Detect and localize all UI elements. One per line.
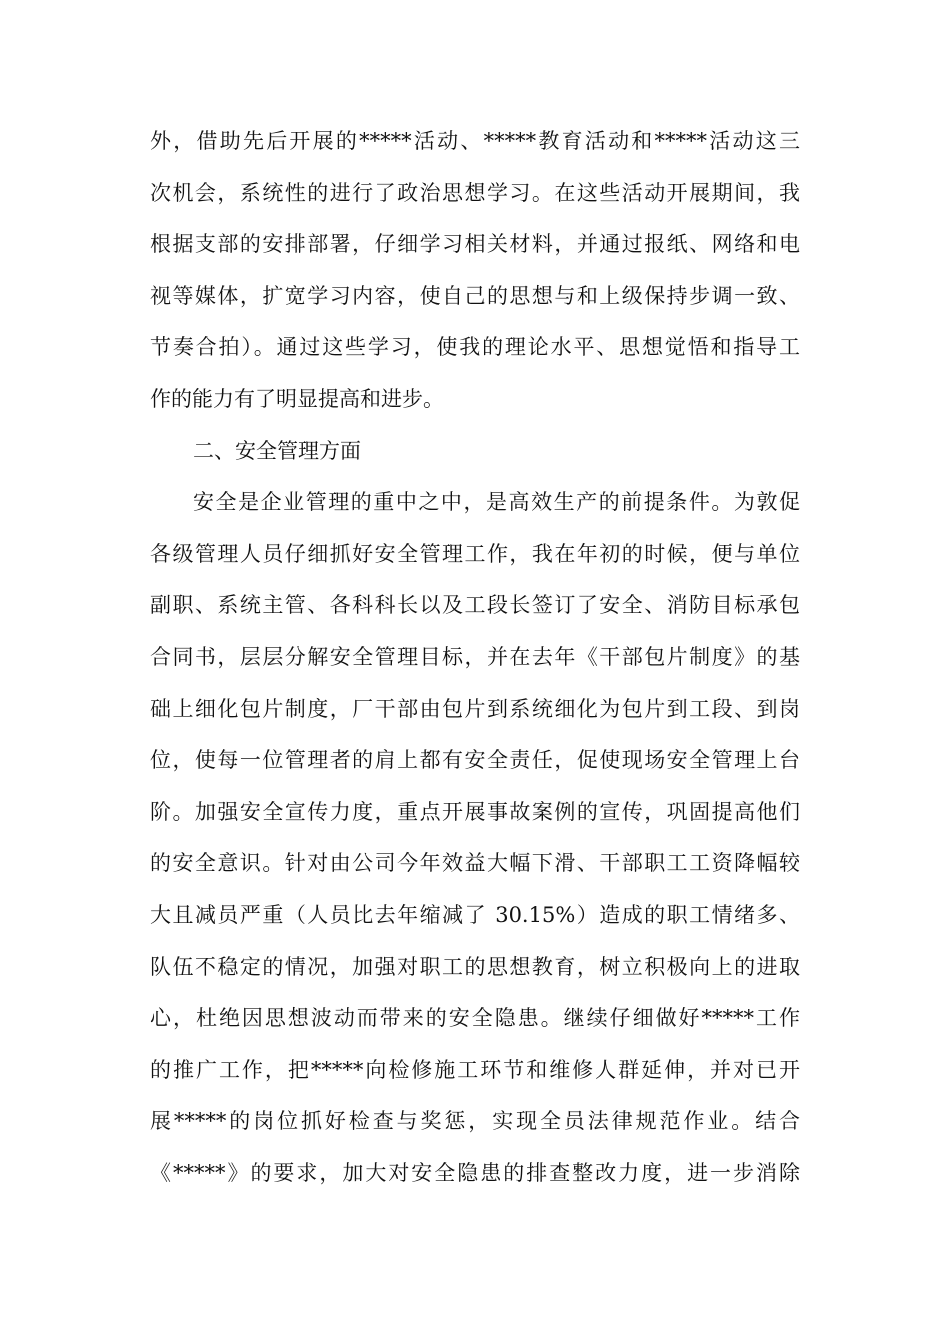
body-line: 次机会，系统性的进行了政治思想学习。在这些活动开展期间，我 xyxy=(150,180,800,205)
body-line: 阶。加强安全宣传力度，重点开展事故案例的宣传，巩固提高他们 xyxy=(150,799,800,824)
body-line: 合同书，层层分解安全管理目标，并在去年《干部包片制度》的基 xyxy=(150,644,800,669)
body-line: 的安全意识。针对由公司今年效益大幅下滑、干部职工工资降幅较 xyxy=(150,851,800,876)
body-line: 队伍不稳定的情况，加强对职工的思想教育，树立积极向上的进取 xyxy=(150,954,800,979)
body-line: 节奏合拍）。通过这些学习，使我的理论水平、思想觉悟和指导工 xyxy=(150,335,800,360)
body-line: 的推广工作，把*****向检修施工环节和维修人群延伸，并对已开 xyxy=(150,1057,800,1082)
body-line: 位，使每一位管理者的肩上都有安全责任，促使现场安全管理上台 xyxy=(150,748,800,773)
section-heading: 二、安全管理方面 xyxy=(193,438,361,463)
body-line: 副职、系统主管、各科科长以及工段长签订了安全、消防目标承包 xyxy=(150,593,800,618)
body-line: 《*****》的要求，加大对安全隐患的排查整改力度，进一步消除 xyxy=(150,1160,800,1185)
body-line: 展*****的岗位抓好检查与奖惩，实现全员法律规范作业。结合 xyxy=(150,1109,800,1134)
body-line: 础上细化包片制度，厂干部由包片到系统细化为包片到工段、到岗 xyxy=(150,696,800,721)
document-body xyxy=(150,116,800,1199)
body-line: 作的能力有了明显提高和进步。 xyxy=(150,386,444,411)
body-line: 外，借助先后开展的*****活动、*****教育活动和*****活动这三 xyxy=(150,129,800,153)
body-line: 各级管理人员仔细抓好安全管理工作，我在年初的时候，便与单位 xyxy=(150,541,800,566)
body-line: 视等媒体，扩宽学习内容，使自己的思想与和上级保持步调一致、 xyxy=(150,283,800,308)
body-line: 安全是企业管理的重中之中，是高效生产的前提条件。为敦促 xyxy=(193,490,800,515)
body-line: 根据支部的安排部署，仔细学习相关材料，并通过报纸、网络和电 xyxy=(150,232,800,257)
body-line: 大且减员严重（人员比去年缩减了 30.15%）造成的职工情绪多、 xyxy=(150,902,800,927)
body-line: 心，杜绝因思想波动而带来的安全隐患。继续仔细做好*****工作 xyxy=(150,1006,800,1031)
